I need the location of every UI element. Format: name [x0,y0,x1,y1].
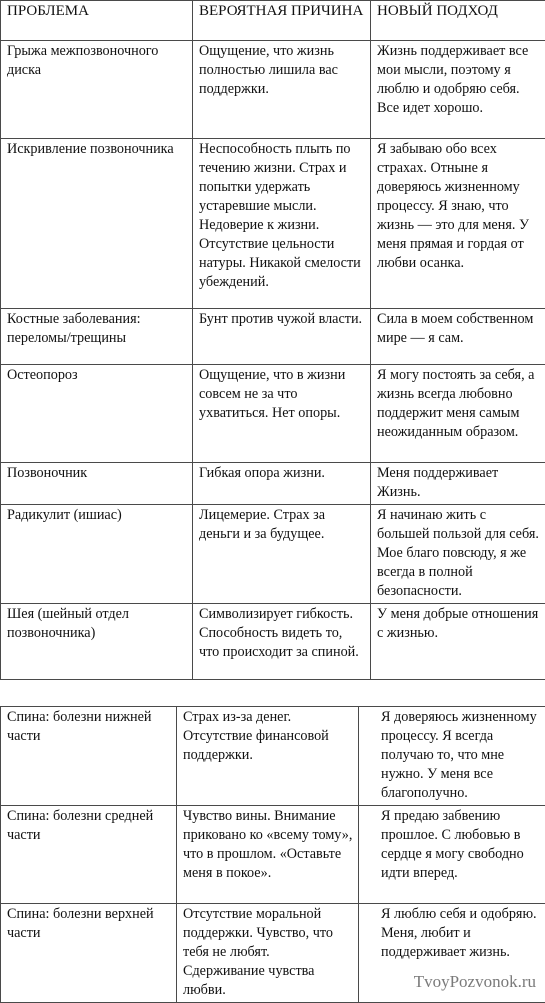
table-row [1,707,545,806]
cell-cause: Отсутствие моральной поддержки. Чувство, что тебя не любят. Сдерживание чувства любви. [177,904,359,1003]
cell-approach: Я люблю себя и одобряю. Меня, любит и поддерживает жизнь. [359,904,545,1003]
table-row [1,41,545,139]
table-row [1,505,545,604]
cell-problem: Искривление позвоночника [1,139,193,309]
cell-approach: Сила в моем собственном мире — я сам. [371,309,545,365]
cell-problem: Позвоночник [1,463,193,505]
header-problem: ПРОБЛЕМА [1,1,193,41]
cell-cause: Гибкая опора жизни. [193,463,371,505]
cell-problem: Спина: болезни верхней части [1,904,177,1003]
cell-approach: У меня добрые отношения с жизнью. [371,604,545,680]
cell-problem: Костные заболевания: переломы/трещины [1,309,193,365]
header-approach: НОВЫЙ ПОДХОД [371,1,545,41]
table-header-row [1,1,545,41]
cell-approach: Жизнь поддерживает все мои мысли, поэтому я люблю и одобряю себя. Все идет хорошо. [371,41,545,139]
cell-cause: Чувство вины. Внимание приковано ко «всему тому», что в прошлом. «Оставьте меня в покое». [177,806,359,904]
table-row [1,806,545,904]
cell-cause: Лицемерие. Страх за деньги и за будущее. [193,505,371,604]
cell-cause: Ощущение, что жизнь полностью лишила вас поддержки. [193,41,371,139]
cell-problem: Радикулит (ишиас) [1,505,193,604]
symptoms-table-2 [0,706,545,1003]
cell-approach: Я забываю обо всех страхах. Отныне я доверяюсь жизненному процессу. Я знаю, что жизнь — это для меня. У меня прямая и гордая от любви осанка. [371,139,545,309]
cell-approach: Я доверяюсь жизненному процессу. Я всегда получаю то, что мне нужно. У меня все благополучно. [359,707,545,806]
cell-approach: Я могу постоять за себя, а жизнь всегда любовно поддержит меня самым неожиданным образом. [371,365,545,463]
cell-cause: Бунт против чужой власти. [193,309,371,365]
cell-problem: Спина: болезни средней части [1,806,177,904]
cell-approach: Я предаю забвению прошлое. С любовью в сердце я могу свободно идти вперед. [359,806,545,904]
table-row [1,309,545,365]
table-row [1,604,545,680]
site-watermark: TvoyPozvonok.ru [411,972,539,992]
cell-problem: Шея (шейный отдел позвоночника) [1,604,193,680]
cell-approach: Меня поддерживает Жизнь. [371,463,545,505]
cell-approach: Я начинаю жить с большей пользой для себя. Мое благо повсюду, я же всегда в полной безопасности. [371,505,545,604]
table-row [1,463,545,505]
table-row [1,365,545,463]
cell-problem: Спина: болезни нижней части [1,707,177,806]
table-row [1,139,545,309]
cell-cause: Страх из-за денег. Отсутствие финансовой поддержки. [177,707,359,806]
cell-cause: Символизирует гибкость. Способность видеть то, что происходит за спиной. [193,604,371,680]
cell-cause: Неспособность плыть по течению жизни. Страх и попытки удержать устаревшие мысли. Недоверие к жизни. Отсутствие цельности натуры. Никакой смелости убеждений. [193,139,371,309]
cell-problem: Остеопороз [1,365,193,463]
cell-cause: Ощущение, что в жизни совсем не за что ухватиться. Нет опоры. [193,365,371,463]
header-cause: ВЕРОЯТНАЯ ПРИЧИНА [193,1,371,41]
cell-problem: Грыжа межпозвоночного диска [1,41,193,139]
